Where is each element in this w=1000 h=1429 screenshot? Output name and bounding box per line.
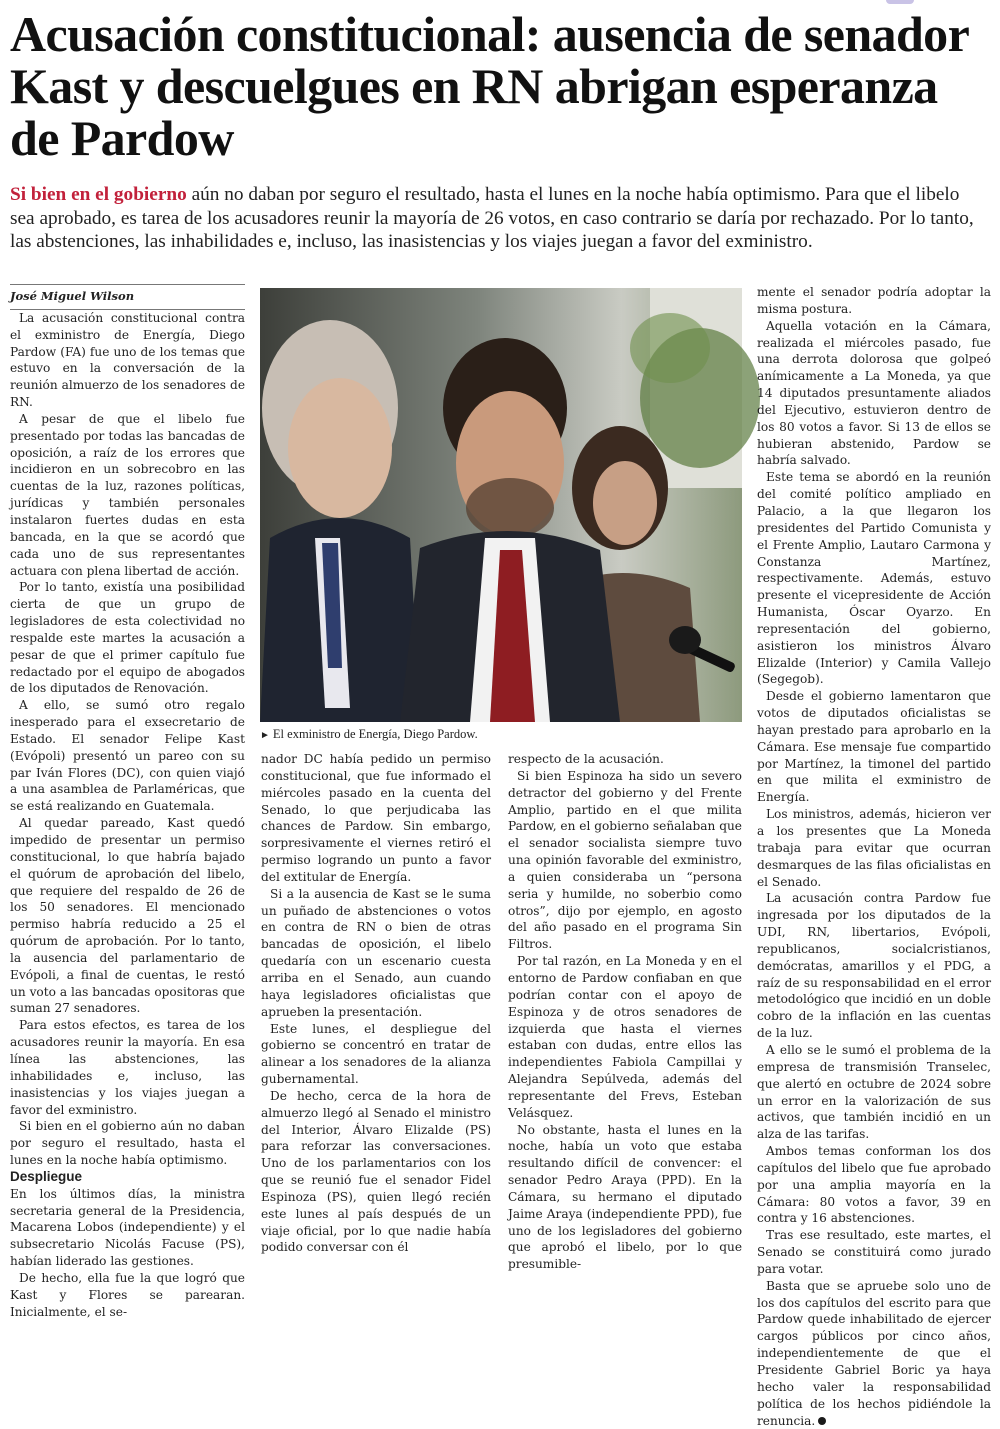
paragraph: nador DC había pedido un permiso constitucional, que fue informado el miércoles pasado en la cuenta del Senado, lo que perjudicaba las chances de Pardow. Sin embargo, sorpresivamente el viernes retiró el permiso logrando un punto a favor del extitular de Energía. bbox=[261, 752, 491, 884]
paragraph: Los ministros, además, hicieron ver a los presentes que La Moneda trabaja para evitar que ocurran desmarques de las filas oficialistas en el Senado. bbox=[757, 807, 991, 889]
end-mark-icon bbox=[818, 1417, 826, 1425]
paragraph: La acusación contra Pardow fue ingresada por los diputados de la UDI, RN, libertarios, Evópoli, republicanos, socialcristianos, demócratas, amarillos y el PDG, a raíz de su responsabilidad en el error metodológico que incidió en un doble cobro de la inflación en las cuentas de la luz. bbox=[757, 891, 991, 1041]
paragraph: De hecho, cerca de la hora de almuerzo llegó al Senado el ministro del Interior, Álvaro Elizalde (PS) para reforzar las conversaciones. Uno de los parlamentarios con los que se reunió fue el senador Fidel Espinoza (PS), quien llegó recién este lunes al país después de un viaje oficial, por lo que nadie había podido conversar con él bbox=[261, 1088, 491, 1255]
article-column-4 bbox=[757, 284, 991, 1428]
article-column-2 bbox=[261, 751, 491, 1255]
paragraph: Desde el gobierno lamentaron que votos de diputados oficialistas se hayan prestado para aprobarlo en la Cámara. Ese mensaje fue compartido por Martínez, la timonel del partido en que milita el exministro de Energía. bbox=[757, 689, 991, 805]
headline: Acusación constitucional: ausencia de senador Kast y descuelgues en RN abrigan esperanza de Pardow bbox=[10, 6, 969, 166]
subhead: Despliegue bbox=[10, 1168, 83, 1184]
paragraph: Tras ese resultado, este martes, el Senado se constituirá como jurado para votar. bbox=[757, 1228, 991, 1276]
article-column-1 bbox=[10, 284, 245, 1319]
paragraph: No obstante, hasta el lunes en la noche, había un voto que estaba resultando difícil de convencer: el senador Pedro Araya (PPD). En la Cámara, su hermano el diputado Jaime Araya (independiente PPD), fue uno de los legisladores del gobierno que aprobó el libelo, por lo que presumible- bbox=[508, 1122, 742, 1272]
paragraph: Si a la ausencia de Kast se le suma un puñado de abstenciones o votos en contra de RN o bien de otras bancadas de oposición, el libelo quedaría con un escenario cuesta arriba en el Senado, aun cuando haya legisladores oficialistas que aprueben la presentación. bbox=[261, 886, 491, 1019]
paragraph: A ello, se sumó otro regalo inesperado para el exsecretario de Estado. El senador Felipe Kast (Evópoli) presentó un pareo con su par Iván Flores (DC), con quien viajó a una asamblea de Parlaméricas, que se está realizando en Guatemala. bbox=[10, 698, 245, 814]
paragraph: Este tema se abordó en la reunión del comité político ampliado en Palacio, a la que llegaron los presidentes del Partido Comunista y el Frente Amplio, Lautaro Carmona y Constanza Martínez, respectivamente. Además, estuvo presente el vicepresidente de Acción Humanista, Óscar Oyarzo. En representación del gobierno, asistieron los ministros Álvaro Elizalde (Interior) y Camila Vallejo (Segegob). bbox=[757, 470, 991, 687]
article-column-3 bbox=[508, 751, 742, 1272]
photo-caption bbox=[260, 727, 742, 742]
paragraph: Este lunes, el despliegue del gobierno se concentró en tratar de alinear a los senadores de la alianza gubernamental. bbox=[261, 1021, 491, 1087]
top-tab-indicator bbox=[886, 0, 914, 4]
paragraph: A ello se le sumó el problema de la empresa de transmisión Transelec, que alertó en octubre de 2024 sobre un error en la valorización de sus activos, que también incidió en un alza de las tarifas. bbox=[757, 1042, 991, 1142]
paragraph: La acusación constitucional contra el exministro de Energía, Diego Pardow (FA) fue uno de los temas que estuvo en la conversación de la reunión almuerzo de los senadores de RN. bbox=[10, 310, 245, 410]
paragraph: Si bien en el gobierno aún no daban por seguro el resultado, hasta el lunes en la noche había optimismo. bbox=[10, 1119, 245, 1168]
paragraph: respecto de la acusación. bbox=[508, 752, 664, 766]
paragraph-final bbox=[757, 1278, 991, 1429]
paragraph: Al quedar pareado, Kast quedó impedido de presentar un permiso constitucional, lo que habría bajado el quórum de aprobación del libelo, que requiere del respaldo de 26 de los 50 senadores. El mencionado permiso habría reducido a 25 el quórum de aprobación. Por lo tanto, la ausencia del parlamentario de Evópoli, a final de cuentas, le restó un voto a las bancadas opositoras que suman 27 senadores. bbox=[10, 816, 245, 1016]
byline: José Miguel Wilson bbox=[10, 284, 245, 310]
article-photo bbox=[260, 288, 742, 722]
photo-illustration bbox=[260, 288, 742, 722]
paragraph: mente el senador podría adoptar la misma postura. bbox=[757, 285, 991, 316]
paragraph: Para estos efectos, es tarea de los acusadores reunir la mayoría. En esa línea las abstenciones, las inhabilidades e, incluso, las inasistencias y los viajes juegan a favor del exministro. bbox=[10, 1018, 245, 1117]
paragraph: Ambos temas conforman los dos capítulos del libelo que fue aprobado por una amplia mayoría en la Cámara: 80 votos a favor, 39 en contra y 16 abstenciones. bbox=[757, 1144, 991, 1226]
paragraph: En los últimos días, la ministra secretaria general de la Presidencia, Macarena Lobos (independiente) y el subsecretario Nicolás Facuse (PS), habían liderado las gestiones. bbox=[10, 1186, 245, 1269]
paragraph: A pesar de que el libelo fue presentado por todas las bancadas de oposición, a raíz de los errores que incidieron en un sobrecobro en las cuentas de la luz, razones políticas, jurídicas y también personales instalaron fuertes dudas en esta bancada, en la que se acordó que cada uno de sus representantes actuara con plena libertad de acción. bbox=[10, 411, 245, 578]
paragraph: Por tal razón, en La Moneda y en el entorno de Pardow confiaban en que podrían contar con el apoyo de Espinoza y de otros senadores de izquierda que hasta el viernes estaban con dudas, entre ellos las independientes Fabiola Campillai y Alejandra Sepúlveda, además del representante del Frevs, Esteban Velásquez. bbox=[508, 954, 742, 1120]
paragraph: Aquella votación en la Cámara, realizada el miércoles pasado, fue una derrota dolorosa que golpeó anímicamente a La Moneda, ya que 14 diputados presuntamente aliados del Ejecutivo, estuvieron dentro de los 80 votos a favor. Si 13 de ellos se hubieran abstenido, Pardow se habría salvado. bbox=[757, 318, 991, 468]
caption-arrow-icon: ► bbox=[260, 730, 270, 741]
paragraph: Si bien Espinoza ha sido un severo detractor del gobierno y del Frente Amplio, partido en el que milita Pardow, en el gobierno señalaban que el senador socialista siempre tuvo una opinión favorable del exministro, a quien consideraba un “persona seria y humilde, no soberbio como otros”, dijo por ejemplo, en agosto del año pasado en el programa Sin Filtros. bbox=[508, 768, 742, 952]
deck bbox=[10, 183, 985, 254]
final-text: Basta que se apruebe solo uno de los dos capítulos del escrito para que Pardow quede inhabilitado de ejercer cargos públicos por cinco años, independientemente de que el Presidente Gabriel Boric ya haya hecho valer la responsabilidad política de los hechos pidiéndole la renuncia. bbox=[757, 1278, 991, 1428]
paragraph: Por lo tanto, existía una posibilidad cierta de que un grupo de legisladores de esta colectividad no respalde este martes la acusación a pesar de que el primer capítulo fue redactado por el equipo de abogados de los diputados de Renovación. bbox=[10, 580, 245, 696]
deck-lead: Si bien en el gobierno bbox=[10, 184, 187, 205]
deck-text: aún no daban por seguro el resultado, hasta el lunes en la noche había optimismo. Para que el libelo sea aprobado, es tarea de los acusadores reunir la mayoría de 26 votos, en caso contrario se daría por rechazado. Por lo tanto, las abstenciones, las inhabilidades e, incluso, las inasistencias y los viajes juegan a favor del exministro. bbox=[10, 184, 974, 252]
caption-text: El exministro de Energía, Diego Pardow. bbox=[272, 727, 478, 741]
paragraph: De hecho, ella fue la que logró que Kast y Flores se parearan. Inicialmente, el se- bbox=[10, 1270, 245, 1319]
